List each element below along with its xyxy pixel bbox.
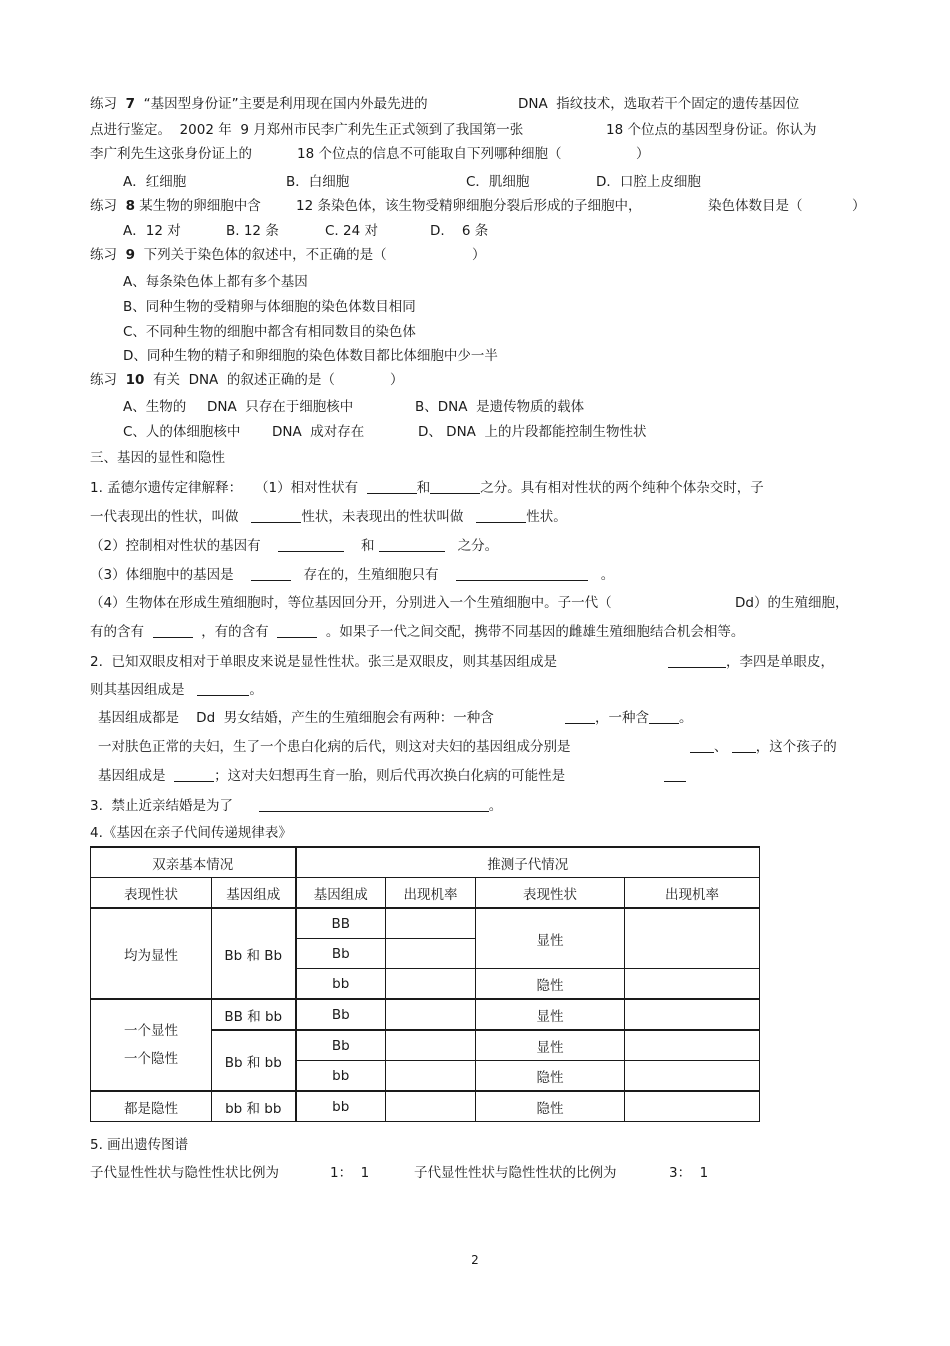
q5-left: 子代显性性状与隐性性状比例为 bbox=[90, 1165, 279, 1181]
table-cell-blank[interactable] bbox=[625, 1030, 760, 1061]
blank[interactable] bbox=[174, 767, 214, 782]
table-cell: 显性 bbox=[476, 908, 625, 969]
table-cell-blank[interactable] bbox=[386, 908, 476, 939]
ex7-line3b: 18 个位点的信息不可能取自下列哪种细胞（ bbox=[297, 146, 562, 162]
table-cell: Bb bbox=[296, 939, 386, 969]
table-cell: bb bbox=[296, 969, 386, 1000]
blank[interactable] bbox=[690, 738, 714, 753]
table-cell-blank[interactable] bbox=[386, 939, 476, 969]
table-cell: 显性 bbox=[476, 1030, 625, 1061]
ex9-option-b: B、同种生物的受精卵与体细胞的染色体数目相同 bbox=[123, 299, 416, 315]
ex9-option-c: C、不同种生物的细胞中都含有相同数目的染色体 bbox=[123, 324, 416, 340]
table-header-parents: 双亲基本情况 bbox=[91, 847, 296, 878]
table-cell: 都是隐性 bbox=[91, 1091, 212, 1122]
ex9-option-d: D、同种生物的精子和卵细胞的染色体数目都比体细胞中少一半 bbox=[123, 348, 498, 364]
table-cell-blank[interactable] bbox=[386, 999, 476, 1030]
q5-right-value: 3： 1 bbox=[669, 1165, 709, 1181]
q1-line-d: （3）体细胞中的基因是 存在的，生殖细胞只有 。 bbox=[90, 567, 615, 583]
ex10-option-a2: DNA 只存在于细胞核中 bbox=[207, 399, 354, 415]
table-cell-blank[interactable] bbox=[625, 1091, 760, 1122]
q1-line-f: 有的含有 ，有的含有 。如果子一代之间交配，携带不同基因的雌雄生殖细胞结合机会相等。 bbox=[90, 624, 745, 640]
table-header-offspring: 推测子代情况 bbox=[296, 847, 760, 878]
table-cell: 显性 bbox=[476, 999, 625, 1030]
col-header: 基因组成 bbox=[296, 878, 386, 909]
blank[interactable] bbox=[278, 537, 344, 552]
ex10-option-a1: A、生物的 bbox=[123, 399, 187, 415]
ex7-option-c: C．肌细胞 bbox=[466, 174, 530, 190]
q1-line-a: 1. 孟德尔遗传定律解释： （1）相对性状有 和 之分。具有相对性状的两个纯种个体杂交时，子 bbox=[90, 480, 764, 496]
blank[interactable] bbox=[664, 767, 686, 782]
ex10-option-d: D、 DNA 上的片段都能控制生物性状 bbox=[418, 424, 647, 440]
ex10-option-b: B、DNA 是遗传物质的载体 bbox=[415, 399, 585, 415]
q5-title: 5. 画出遗传图谱 bbox=[90, 1137, 189, 1153]
q1-line-e2: Dd）的生殖细胞， bbox=[735, 595, 849, 611]
ex7-option-b: B．白细胞 bbox=[286, 174, 350, 190]
table-cell: Bb 和 bb bbox=[212, 1030, 296, 1091]
ex10-close: ） bbox=[390, 372, 404, 388]
blank[interactable] bbox=[565, 709, 595, 724]
page-number: 2 bbox=[471, 1253, 479, 1267]
ex8-line-b: 12 条染色体，该生物受精卵细胞分裂后形成的子细胞中， bbox=[296, 198, 642, 214]
table-cell: 均为显性 bbox=[91, 908, 212, 999]
ex8-option-b: B. 12 条 bbox=[226, 223, 279, 239]
table-cell-blank[interactable] bbox=[386, 1030, 476, 1061]
table-cell: 一个显性 一个隐性 bbox=[91, 999, 212, 1091]
q3-line: 3. 禁止近亲结婚是为了 。 bbox=[90, 798, 503, 814]
blank[interactable] bbox=[367, 479, 417, 494]
q2-line-d2: 、 ，这个孩子的 bbox=[690, 738, 837, 756]
ex8-line-d: ） bbox=[852, 198, 866, 214]
ex7-line1b: DNA 指纹技术，选取若干个固定的遗传基因位 bbox=[518, 96, 800, 112]
table-cell-blank[interactable] bbox=[625, 908, 760, 969]
q2-line-d: 一对肤色正常的夫妇，生了一个患白化病的后代，则这对夫妇的基因组成分别是 bbox=[98, 739, 571, 755]
table-cell: Bb 和 Bb bbox=[212, 908, 296, 999]
ex7-line3: 李广利先生这张身份证上的 bbox=[90, 146, 252, 162]
table-cell-blank[interactable] bbox=[625, 969, 760, 1000]
blank[interactable] bbox=[476, 508, 526, 523]
col-header: 出现机率 bbox=[625, 878, 760, 909]
blank[interactable] bbox=[430, 479, 480, 494]
table-cell-blank[interactable] bbox=[386, 969, 476, 1000]
ex9-option-a: A、每条染色体上都有多个基因 bbox=[123, 274, 308, 290]
ex8-option-c: C. 24 对 bbox=[325, 223, 378, 239]
blank[interactable] bbox=[732, 738, 756, 753]
table-cell: bb bbox=[296, 1091, 386, 1122]
q5-right: 子代显性性状与隐性性状的比例为 bbox=[414, 1165, 617, 1181]
q1-line-e: （4）生物体在形成生殖细胞时，等位基因回分开，分别进入一个生殖细胞中。子一代（ bbox=[90, 595, 612, 611]
table-cell: BB 和 bb bbox=[212, 999, 296, 1030]
q2-line-e-blank bbox=[664, 767, 686, 785]
table-cell-blank[interactable] bbox=[625, 1061, 760, 1092]
table-cell-blank[interactable] bbox=[386, 1091, 476, 1122]
table-cell: BB bbox=[296, 908, 386, 939]
q2-line-c: 基因组成都是 Dd 男女结婚，产生的生殖细胞会有两种：一种含 bbox=[98, 710, 494, 726]
table-cell-blank[interactable] bbox=[625, 999, 760, 1030]
q1-line-c: （2）控制相对性状的基因有 和 之分。 bbox=[90, 538, 499, 554]
blank[interactable] bbox=[649, 709, 679, 724]
q4-title: 4.《基因在亲子代间传递规律表》 bbox=[90, 825, 292, 841]
ex8-line-c: 染色体数目是（ bbox=[708, 198, 803, 214]
blank[interactable] bbox=[259, 797, 489, 812]
table-cell: 隐性 bbox=[476, 969, 625, 1000]
ex10-option-c2: DNA 成对存在 bbox=[272, 424, 365, 440]
col-header: 出现机率 bbox=[386, 878, 476, 909]
q1-line-b: 一代表现出的性状，叫做 性状，未表现出的性状叫做 性状。 bbox=[90, 509, 567, 525]
blank[interactable] bbox=[379, 537, 445, 552]
ex8-line: 练习 8 某生物的卵细胞中含 bbox=[90, 198, 261, 214]
q5-left-value: 1： 1 bbox=[330, 1165, 370, 1181]
blank[interactable] bbox=[277, 623, 317, 638]
q2-line-c3: ，一种含 。 bbox=[565, 709, 693, 727]
q2-line-e: 基因组成是 ；这对夫妇想再生育一胎，则后代再次换白化病的可能性是 bbox=[98, 768, 566, 784]
table-cell-blank[interactable] bbox=[386, 1061, 476, 1092]
table-cell: Bb bbox=[296, 999, 386, 1030]
blank[interactable] bbox=[251, 508, 301, 523]
blank[interactable] bbox=[153, 623, 193, 638]
ex7-line3c: ） bbox=[636, 146, 650, 162]
q2-line-a2: ，李四是单眼皮， bbox=[668, 653, 834, 671]
gene-transmission-table bbox=[90, 846, 760, 1122]
ex10-option-c1: C、人的体细胞核中 bbox=[123, 424, 241, 440]
table-cell: bb bbox=[296, 1061, 386, 1092]
col-header: 基因组成 bbox=[212, 878, 296, 909]
col-header: 表现性状 bbox=[476, 878, 625, 909]
blank[interactable] bbox=[456, 566, 588, 581]
ex7-line1: 练习 7 “基因型身份证”主要是利用现在国内外最先进的 bbox=[90, 96, 428, 112]
ex7-line2: 点进行鉴定。 2002 年 9 月郑州市民李广利先生正式领到了我国第一张 bbox=[90, 122, 524, 138]
blank[interactable] bbox=[251, 566, 291, 581]
ex8-option-a: A．12 对 bbox=[123, 223, 181, 239]
q2-line-a: 2. 已知双眼皮相对于单眼皮来说是显性性状。张三是双眼皮，则其基因组成是 bbox=[90, 654, 557, 670]
ex9-close: ） bbox=[472, 247, 486, 263]
blank[interactable] bbox=[197, 681, 249, 696]
table-cell: 隐性 bbox=[476, 1061, 625, 1092]
section3-title: 三、基因的显性和隐性 bbox=[90, 450, 225, 466]
col-header: 表现性状 bbox=[91, 878, 212, 909]
blank[interactable] bbox=[668, 653, 726, 668]
ex7-option-d: D．口腔上皮细胞 bbox=[596, 174, 701, 190]
table-cell: bb 和 bb bbox=[212, 1091, 296, 1122]
ex10-line: 练习 10 有关 DNA 的叙述正确的是（ bbox=[90, 372, 335, 388]
ex8-option-d: D. 6 条 bbox=[430, 223, 489, 239]
ex7-line2b: 18 个位点的基因型身份证。你认为 bbox=[606, 122, 817, 138]
ex9-line: 练习 9 下列关于染色体的叙述中，不正确的是（ bbox=[90, 247, 387, 263]
ex7-option-a: A．红细胞 bbox=[123, 174, 187, 190]
table-cell: 隐性 bbox=[476, 1091, 625, 1122]
q2-line-b: 则其基因组成是 。 bbox=[90, 682, 263, 698]
table-cell: Bb bbox=[296, 1030, 386, 1061]
